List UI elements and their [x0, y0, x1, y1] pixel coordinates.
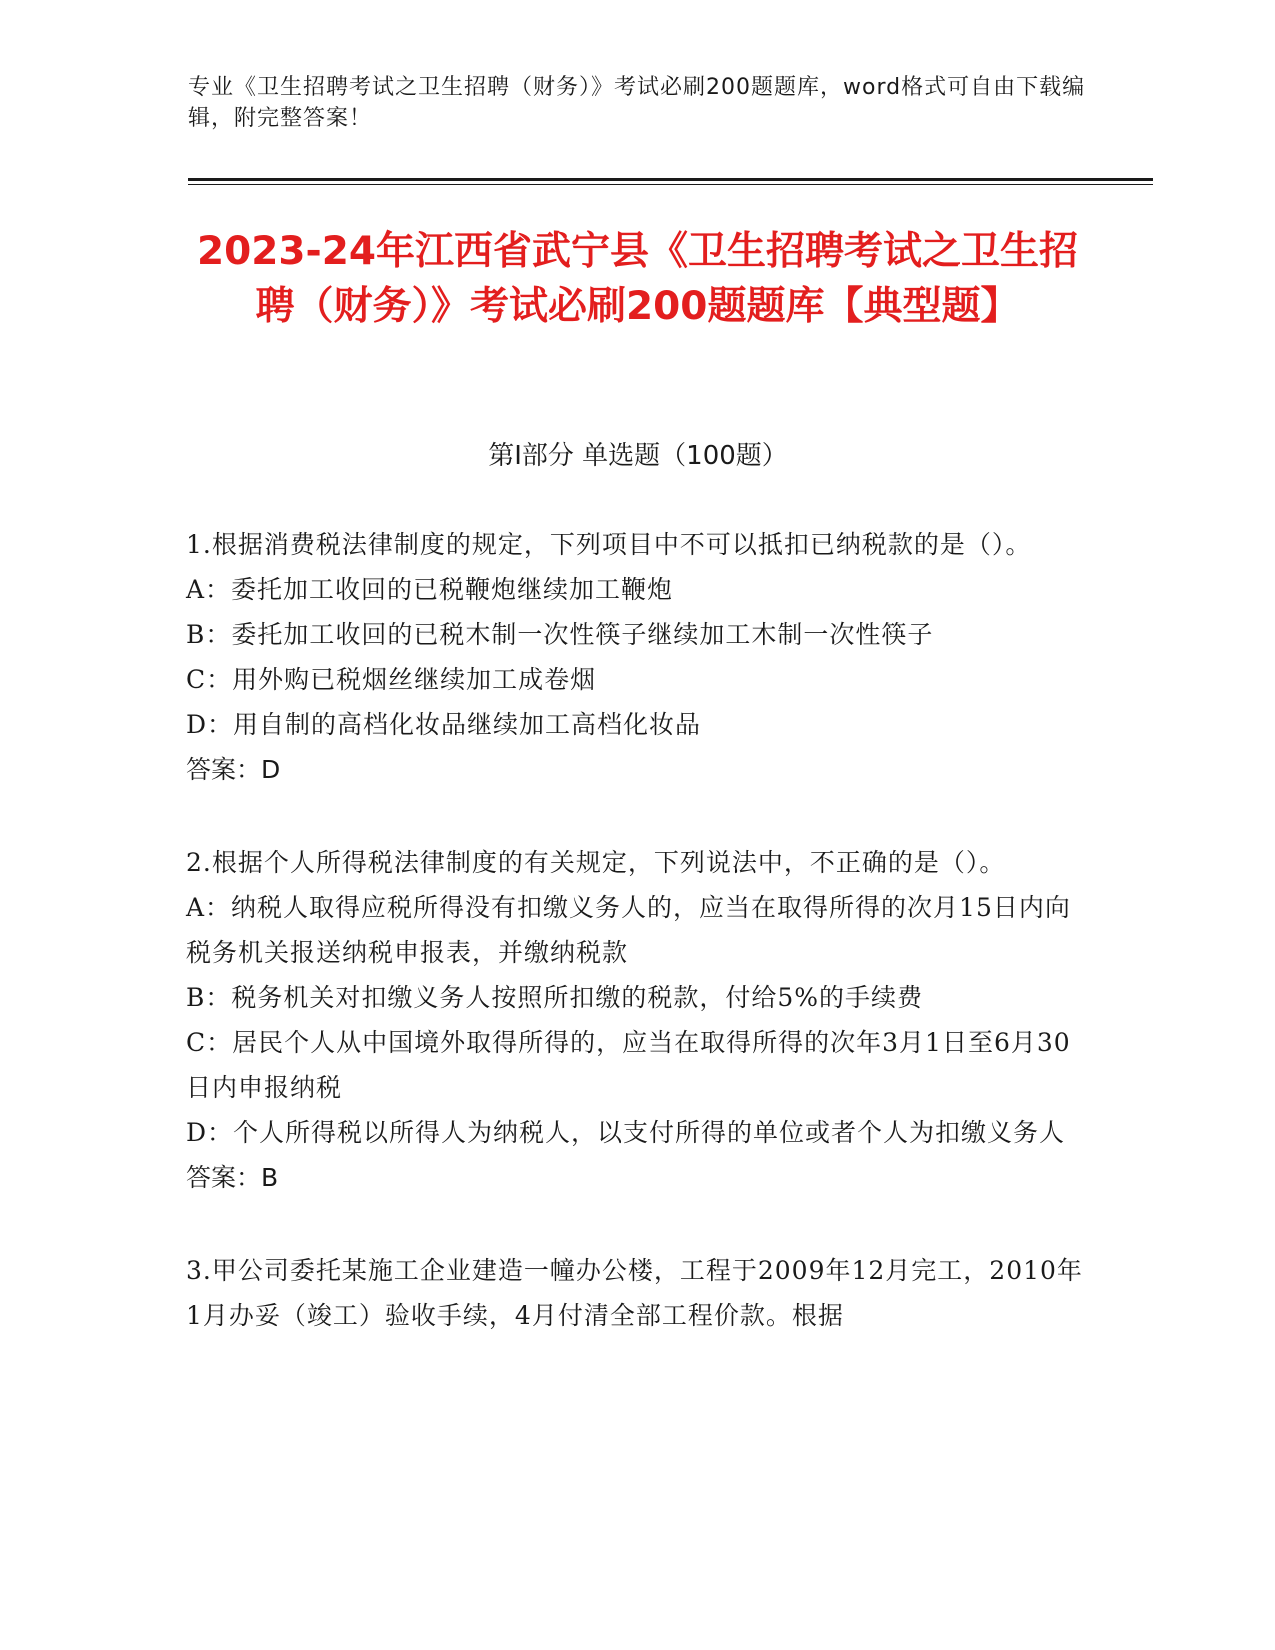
header-note: 专业《卫生招聘考试之卫生招聘（财务）》考试必刷200题题库，word格式可自由下载编辑，附完整答案！	[188, 75, 1086, 131]
option-b: B：委托加工收回的已税木制一次性筷子继续加工木制一次性筷子	[186, 620, 934, 649]
answer: 答案：D	[186, 755, 281, 784]
document-title: 2023-24年江西省武宁县《卫生招聘考试之卫生招聘（财务）》考试必刷200题题库【典型题】	[196, 229, 1078, 329]
question-stem: 3.甲公司委托某施工企业建造一幢办公楼，工程于2009年12月完工，2010年1月办妥（竣工）验收手续，4月付清全部工程价款。根据	[186, 1256, 1083, 1330]
option-a: A：委托加工收回的已税鞭炮继续加工鞭炮	[186, 575, 674, 604]
question-1	[186, 522, 1091, 792]
answer: 答案：B	[186, 1163, 279, 1192]
question-3	[186, 1248, 1091, 1338]
option-d: D：用自制的高档化妆品继续加工高档化妆品	[186, 710, 702, 739]
option-d: D：个人所得税以所得人为纳税人，以支付所得的单位或者个人为扣缴义务人	[186, 1118, 1066, 1147]
option-a: A：纳税人取得应税所得没有扣缴义务人的，应当在取得所得的次月15日内向税务机关报送纳税申报表，并缴纳税款	[186, 893, 1071, 967]
option-b: B：税务机关对扣缴义务人按照所扣缴的税款，付给5%的手续费	[186, 983, 924, 1012]
question-2	[186, 840, 1091, 1200]
question-stem: 1.根据消费税法律制度的规定，下列项目中不可以抵扣已纳税款的是（）。	[186, 530, 1032, 559]
question-list	[186, 522, 1091, 1386]
header-divider-thick	[188, 178, 1153, 181]
option-c: C：居民个人从中国境外取得所得的，应当在取得所得的次年3月1日至6月30日内申报纳税	[186, 1028, 1071, 1102]
header-divider-thin	[188, 184, 1153, 185]
section-title: 第I部分 单选题（100题）	[488, 441, 788, 471]
option-c: C：用外购已税烟丝继续加工成卷烟	[186, 665, 597, 694]
question-stem: 2.根据个人所得税法律制度的有关规定，下列说法中，不正确的是（）。	[186, 848, 1006, 877]
